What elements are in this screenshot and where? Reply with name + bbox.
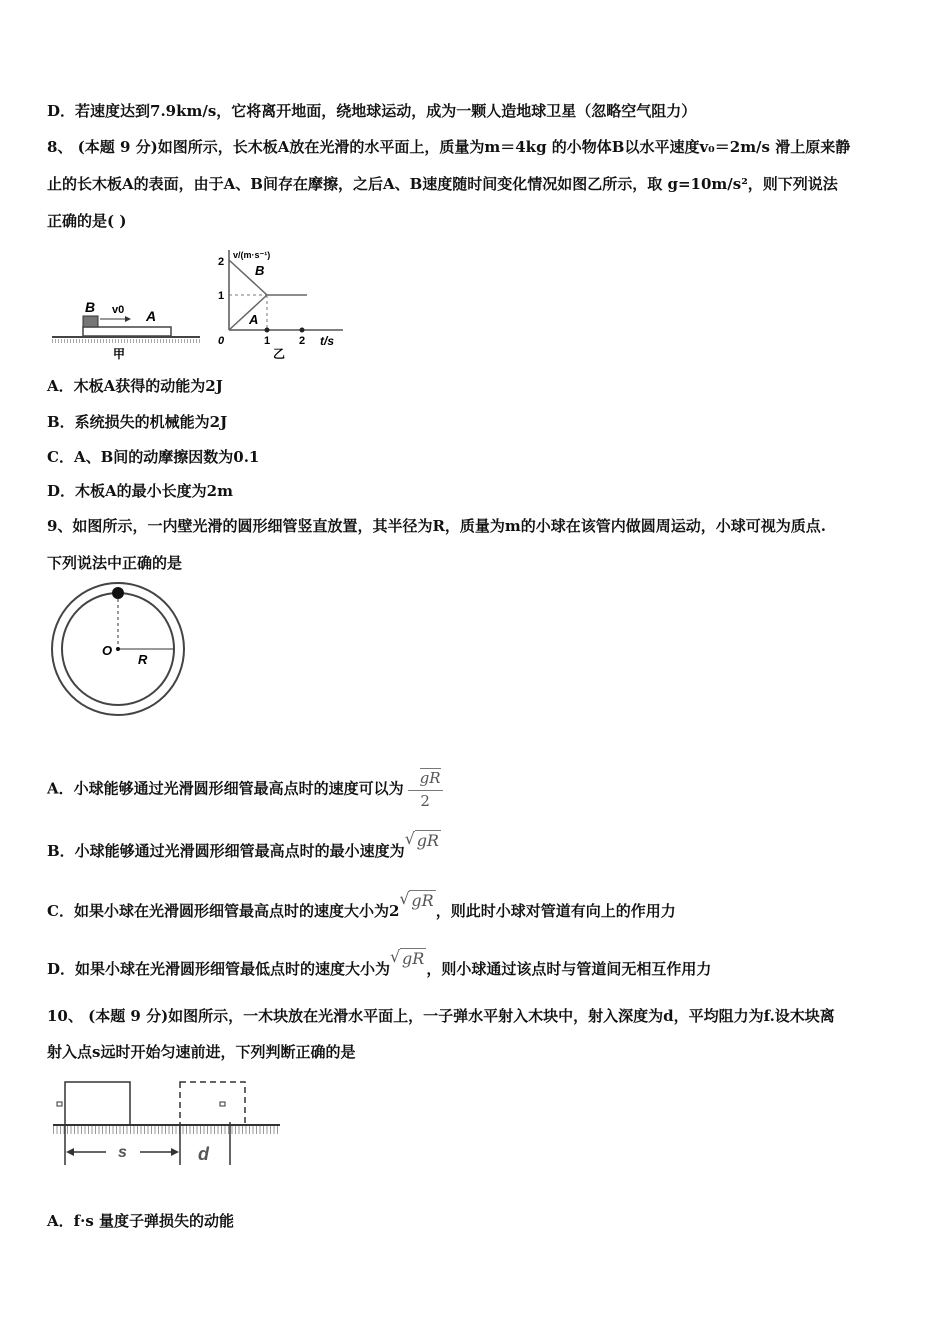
sqrt-gr: √ gR [409, 890, 435, 911]
q10-bullet-block-figure [48, 1078, 288, 1170]
q8-option-a: A．木板A获得的动能为2J [47, 377, 223, 395]
ball [112, 587, 124, 599]
label-a: A [146, 308, 157, 324]
sqrt-gr-over-2 [408, 768, 443, 811]
option-text: A．小球能够通过光滑圆形细管最高点时的速度可以为 [47, 779, 404, 798]
label-jia: 甲 [113, 347, 126, 361]
label-v0: v0 [112, 304, 125, 316]
q7-option-d: D．若速度达到7.9km/s，它将离开地面，绕地球运动，成为一颗人造地球卫星（忽略空气阻力） [47, 102, 697, 120]
label-b: B [85, 299, 96, 315]
denominator: 2 [420, 792, 430, 810]
sqrt-gr: √ gR [400, 948, 426, 969]
q8-option-b: B．系统损失的机械能为2J [47, 413, 228, 431]
q9-option-b [47, 831, 441, 861]
x-tick-2: 2 [299, 335, 306, 347]
q9-tube-figure [40, 582, 200, 722]
q10-stem-line2: 射入点s远时开始匀速前进，下列判断正确的是 [47, 1043, 356, 1061]
radius-label: R [138, 652, 148, 667]
option-text: B．小球能够通过光滑圆形细管最高点时的最小速度为 [47, 842, 405, 860]
option-text-tail: ，则小球通过该点时与管道间无相互作用力 [426, 960, 712, 978]
y-tick-1: 1 [218, 290, 225, 302]
line-a-label: A [249, 312, 259, 327]
q8-option-c: C．A、B间的动摩擦因数为0.1 [47, 448, 260, 466]
center-label: O [102, 643, 113, 658]
q8-option-d: D．木板A的最小长度为2m [47, 482, 233, 500]
sqrt-content: gR [419, 769, 441, 787]
q9-stem-line2: 下列说法中正确的是 [47, 554, 183, 572]
q10-option-a: A．f·s 量度子弹损失的动能 [47, 1212, 234, 1230]
q8-figure [50, 244, 350, 364]
x-axis-label: t/s [320, 334, 335, 348]
depth-d-label: d [198, 1144, 209, 1164]
sqrt-gr: √ gR [415, 830, 441, 851]
q8-stem-line3: 正确的是( ) [47, 212, 127, 230]
q9-option-c [47, 891, 676, 921]
option-text: D．如果小球在光滑圆形细管最低点时的速度大小为 [47, 960, 391, 978]
x-tick-1: 1 [264, 335, 271, 347]
q9-option-d [47, 949, 712, 979]
q8-stem-line1: 8、 (本题 9 分)如图所示，长木板A放在光滑的水平面上，质量为m＝4kg 的小物体B以水平速度v₀＝2m/s 滑上原来静 [47, 138, 851, 156]
option-text: C．如果小球在光滑圆形细管最高点时的速度大小为2 [47, 902, 400, 920]
q8-stem-line2: 止的长木板A的表面，由于A、B间存在摩擦，之后A、B速度随时间变化情况如图乙所示，取 g=10m/s²，则下列说法 [47, 175, 838, 193]
q9-option-a [47, 768, 443, 811]
option-text-tail: ，则此时小球对管道有向上的作用力 [435, 902, 676, 920]
label-yi: 乙 [273, 347, 286, 361]
line-b-label: B [255, 263, 265, 278]
y-axis-label: v/(m·s⁻¹) [233, 250, 271, 260]
origin-label: 0 [218, 335, 225, 347]
y-tick-2: 2 [218, 256, 225, 268]
figure-jia [52, 299, 200, 361]
q9-stem-line1: 9、如图所示，一内壁光滑的圆形细管竖直放置，其半径为R，质量为m的小球在该管内做圆周运动，小球可视为质点. [47, 517, 827, 535]
figure-yi-vt-graph [218, 250, 343, 361]
q10-stem-line1: 10、 (本题 9 分)如图所示，一木块放在光滑水平面上，一子弹水平射入木块中，射入深度为d，平均阻力为f.设木块离 [47, 1007, 835, 1025]
distance-s-label: s [118, 1144, 127, 1161]
